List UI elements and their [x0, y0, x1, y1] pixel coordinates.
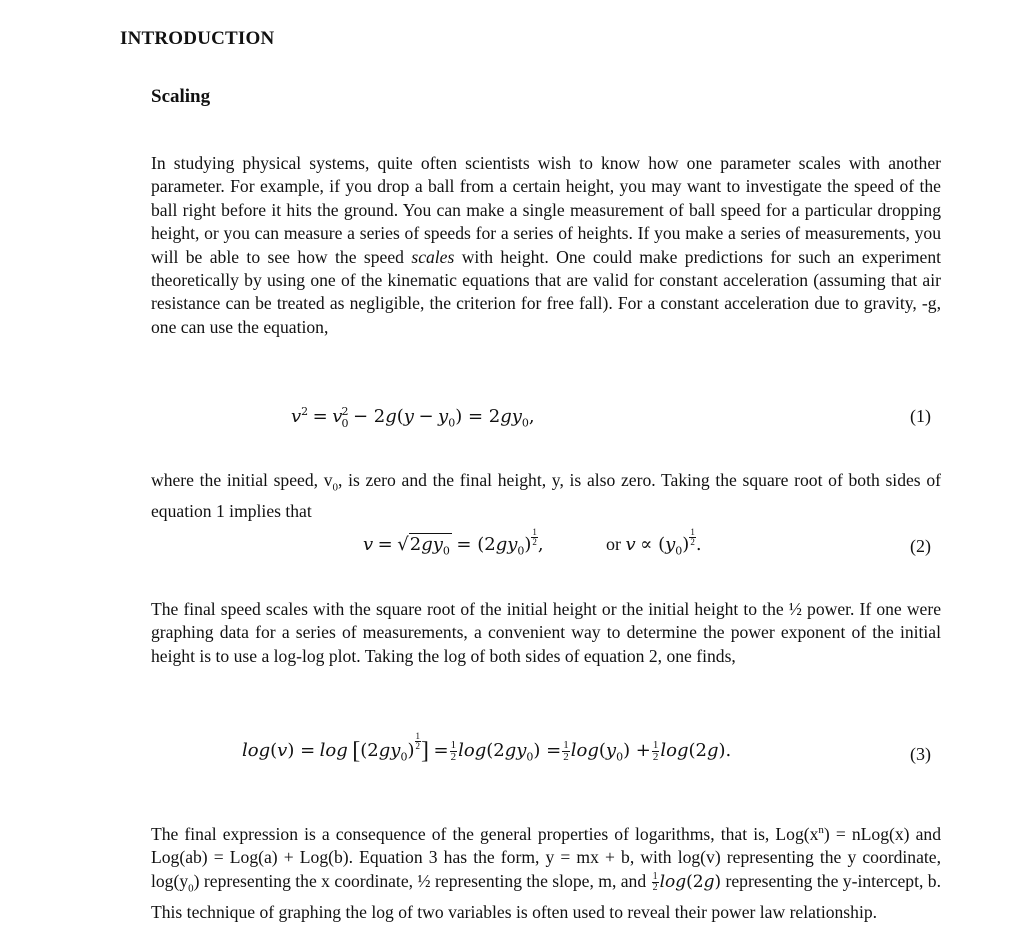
- section-heading: INTRODUCTION: [120, 28, 275, 49]
- paragraph-4: [151, 819, 941, 924]
- equation-3-number: (3): [910, 744, 931, 764]
- paragraph-4-text-d: representing the y-intercept, b. This technique of graphing the log of two variables is often used to reveal their power law relationship.: [151, 870, 941, 922]
- equation-2-proportional: or $v \propto (y_0)$ $\frac{1}{2}$ .: [606, 527, 702, 558]
- subsection-heading: Scaling: [151, 86, 211, 107]
- paragraph-4-sup: n: [818, 824, 824, 836]
- paragraph-1-text-a: In studying physical systems, quite often scientists wish to know how one parameter scales with another parameter. For example, if you drop a ball from a certain height, you may want to investigate the speed of the ball right before it hits the ground. You can make a single measurement of ball speed for a particular dropping height, or you can measure a series of speeds for a series of heights. If you make a series of measurements, you will be able to see how the speed: [151, 153, 941, 267]
- paragraph-1: [151, 152, 941, 339]
- inline-intercept-math: $\frac{1}{2}$ log(2g): [652, 871, 722, 894]
- equation-2: $v = √2gy_0 = (2gy_0)$ $\frac{1}{2}$ ,: [363, 527, 544, 558]
- paragraph-4-sub: 0: [188, 882, 194, 895]
- paragraph-4-text-b: ) = nLog(x) and Log(ab) = Log(a) + Log(b). Equation 3 has the form, y = mx + b, with log(v) representing the y coordinate, log(y: [151, 823, 941, 891]
- emphasis-scales: scales: [411, 246, 455, 267]
- equation-3: $\log(v) = \log [(2gy_0)$ $\frac{1}{2}$ ] = $\frac{1}{2}$ $\log(2gy_0)$ = $\frac{1}{2}$ $\log(y_0)$ + $\frac{1}{2}$ log(2g).: [242, 731, 732, 764]
- paragraph-4-text-a: The final expression is a consequence of the general properties of logarithms, that is, Log(x: [151, 823, 819, 844]
- paragraph-2-text-b: , is zero and the final height, y, is also zero. Taking the square root of both sides of equation 1 implies that: [151, 470, 941, 521]
- paragraph-2-text-a: where the initial speed, v: [151, 470, 333, 490]
- equation-2-number: (2): [910, 536, 931, 556]
- paragraph-2: [151, 469, 941, 523]
- square-root: $√2gy_0$: [397, 534, 450, 558]
- paragraph-1-text-b: with height. One could make predictions for such an experiment theoretically by using one of the kinematic equations that are valid for constant acceleration (assuming that air resistance can be treated as negligible, the criterion for free fall). For a constant acceleration due to gravity, -g, one can use the equation,: [151, 246, 941, 337]
- or-text: or: [606, 534, 621, 554]
- paragraph-2-sub: 0: [332, 481, 339, 494]
- paragraph-4-text-c: ) representing the x coordinate, ½ representing the slope, m, and: [193, 870, 651, 891]
- equation-1: $v^2 = v^2_0 - 2g(y - y_0) = 2gy_0$,: [291, 405, 535, 430]
- equation-1-number: (1): [910, 406, 931, 426]
- paragraph-3: The final speed scales with the square root of the initial height or the initial height to the ½ power. If one were graphing data for a series of measurements, a convenient way to determine the power exponent of the initial height is to use a log-log plot. Taking the log of both sides of equation 2, one finds,: [151, 599, 941, 666]
